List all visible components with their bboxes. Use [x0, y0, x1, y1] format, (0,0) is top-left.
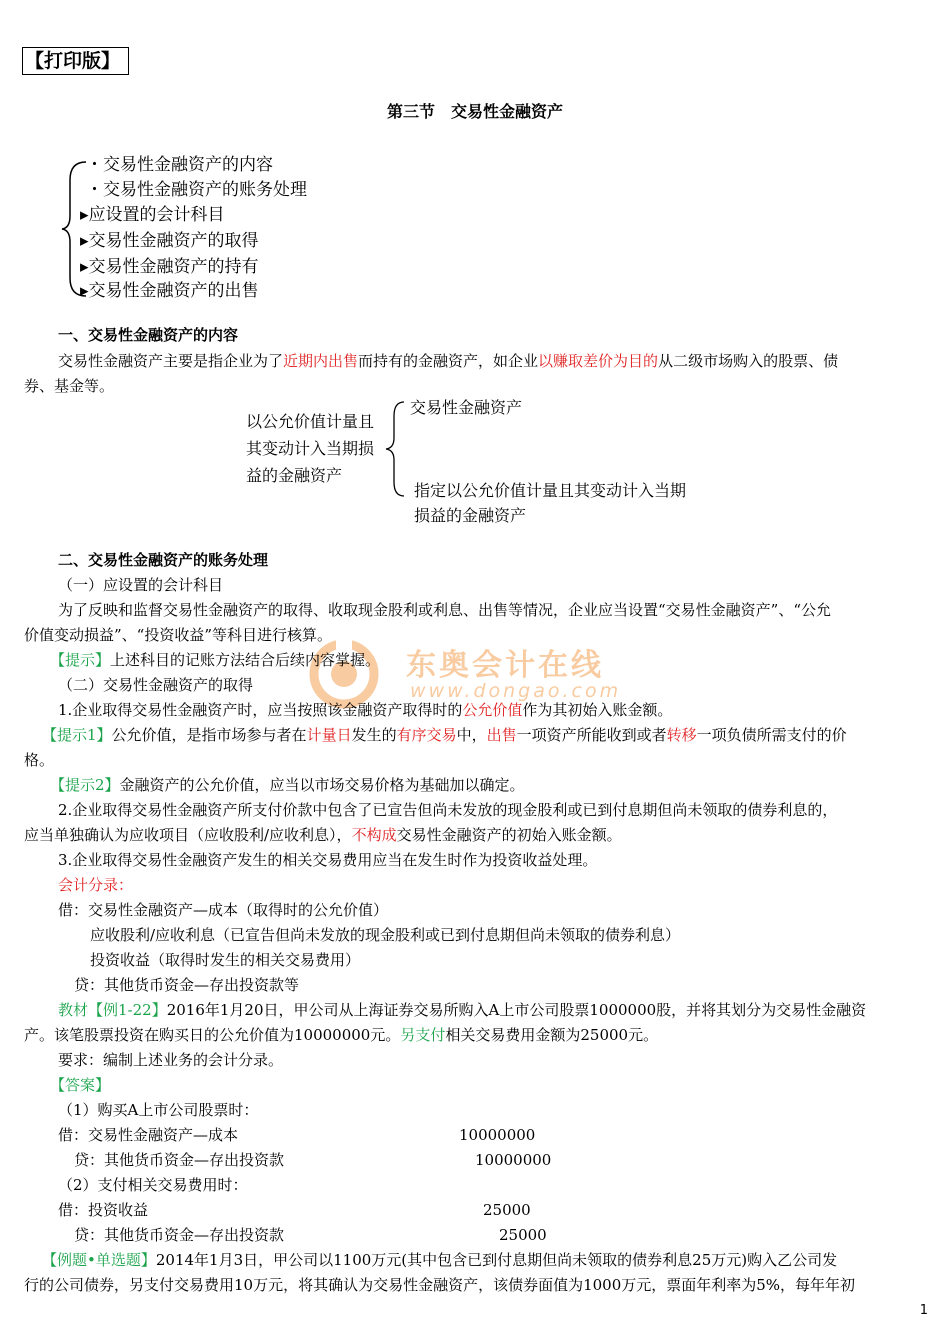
- highlight-additional-payment: 另支付: [400, 1026, 446, 1044]
- accounts-paragraph-1: 为了反映和监督交易性金融资产的取得、收取现金股利或利息、出售等情况，企业应当设置“交易性金融资产”、“公允: [58, 601, 832, 619]
- diagram-brace: [384, 398, 406, 500]
- outline-item-acquisition: ▸交易性金融资产的取得: [80, 231, 259, 251]
- journal-entry-debit-2: 应收股利/应收利息（已宣告但尚未发放的现金股利或已到付息期但尚未领取的债券利息）: [90, 926, 681, 944]
- highlight-measurement-date: 计量日: [306, 726, 352, 744]
- tip-accounts: [50, 648, 380, 673]
- watermark-url: www.dongao.com: [410, 680, 622, 702]
- answer-step-2-debit: 借：投资收益: [58, 1201, 149, 1219]
- outline-item-accounting: ・交易性金融资产的账务处理: [86, 180, 307, 200]
- text-run: 中，: [456, 726, 487, 744]
- journal-entry-debit-1: 借：交易性金融资产—成本（取得时的公允价值）: [58, 901, 389, 919]
- tip-1-cont: 格。: [24, 751, 55, 769]
- diagram-category-designated-line-1: 指定以公允价值计量且其变动计入当期: [414, 481, 687, 500]
- answer-step-1: （1）购买A上市公司股票时：: [58, 1101, 259, 1119]
- print-version-badge: 【打印版】: [22, 47, 129, 75]
- question-label: 【例题•单选题】: [42, 1251, 156, 1269]
- subsection-accounts: （一）应设置的会计科目: [58, 576, 224, 594]
- highlight-near-term-sale: 近期内出售: [283, 352, 359, 370]
- journal-entry-credit: 贷：其他货币资金—存出投资款等: [74, 976, 300, 994]
- example-requirement: 要求：编制上述业务的会计分录。: [58, 1051, 284, 1069]
- accounts-paragraph-2: 价值变动损益”、“投资收益”等科目进行核算。: [24, 626, 333, 644]
- example-number-label: 【例1-22】: [88, 1001, 167, 1019]
- answer-step-2-credit-amount: 25000: [499, 1226, 547, 1244]
- outline-item-content: ・交易性金融资产的内容: [86, 155, 273, 175]
- highlight-not-included: 不构成: [351, 826, 397, 844]
- section2-heading: 二、交易性金融资产的账务处理: [58, 551, 269, 569]
- text-run: 一项资产所能收到或者: [516, 726, 667, 744]
- highlight-orderly-transaction: 有序交易: [396, 726, 457, 744]
- diagram-category-designated-line-2: 损益的金融资产: [414, 506, 527, 525]
- text-run: 应当单独确认为应收项目（应收股利/应收利息），: [24, 826, 352, 844]
- page-number: 1: [919, 1303, 928, 1318]
- answer-step-1-debit: 借：交易性金融资产—成本: [58, 1126, 239, 1144]
- answer-step-1-debit-amount: 10000000: [459, 1126, 536, 1144]
- acquisition-item-1: [58, 698, 672, 723]
- text-run: 交易性金融资产的初始入账金额。: [396, 826, 622, 844]
- journal-entry-debit-3: 投资收益（取得时发生的相关交易费用）: [90, 951, 361, 969]
- journal-entry-label: 会计分录：: [58, 876, 134, 894]
- tip-text: 金融资产的公允价值，应当以市场交易价格为基础加以确定。: [119, 776, 525, 794]
- diagram-left-line-3: 益的金融资产: [246, 466, 343, 485]
- tip-label: 【提示2】: [50, 776, 120, 794]
- example-source-label: 教材: [58, 1001, 89, 1019]
- text-run: 产。该笔股票投资在购买日的公允价值为10000000元。: [24, 1026, 401, 1044]
- highlight-profit-purpose: 以赚取差价为目的: [538, 352, 659, 370]
- highlight-sell: 出售: [486, 726, 517, 744]
- answer-label: 【答案】: [50, 1076, 111, 1094]
- single-choice-question-cont: 行的公司债券，另支付交易费用10万元，将其确认为交易性金融资产，该债券面值为1000万元，票面年利率为5%，每年年初: [24, 1276, 856, 1294]
- text-run: 作为其初始入账金额。: [522, 701, 673, 719]
- section1-paragraph-cont: 券、基金等。: [24, 377, 115, 395]
- acquisition-item-2: 2.企业取得交易性金融资产所支付价款中包含了已宣告但尚未发放的现金股利或已到付息期但尚未领取的债券利息的，: [58, 801, 838, 819]
- page-title: 第三节 交易性金融资产: [386, 102, 563, 121]
- outline-item-sale: ▸交易性金融资产的出售: [80, 281, 259, 301]
- answer-step-1-credit: 贷：其他货币资金—存出投资款: [74, 1151, 285, 1169]
- text-run: 1.企业取得交易性金融资产时，应当按照该金融资产取得时的: [58, 701, 463, 719]
- highlight-transfer: 转移: [666, 726, 697, 744]
- tip-2: [50, 773, 525, 798]
- single-choice-question: [42, 1248, 837, 1273]
- tip-1: [42, 723, 847, 748]
- text-run: 交易性金融资产主要是指企业为了: [58, 352, 284, 370]
- diagram-left-line-1: 以公允价值计量且: [246, 412, 375, 431]
- text-run: 2014年1月3日，甲公司以1100万元(其中包含已到付息期但尚未领取的债券利息25万元)购入乙公司发: [155, 1251, 838, 1269]
- acquisition-item-3: 3.企业取得交易性金融资产发生的相关交易费用应当在发生时作为投资收益处理。: [58, 851, 598, 869]
- diagram-left-line-2: 其变动计入当期损: [246, 439, 375, 458]
- tip-label: 【提示1】: [42, 726, 112, 744]
- answer-step-1-credit-amount: 10000000: [475, 1151, 552, 1169]
- text-run: 而持有的金融资产，如企业: [358, 352, 539, 370]
- example-1-22: [58, 998, 866, 1023]
- example-1-22-cont: [24, 1023, 658, 1048]
- text-run: 一项负债所需支付的价: [696, 726, 847, 744]
- text-run: 从二级市场购入的股票、债: [658, 352, 839, 370]
- highlight-fair-value: 公允价值: [462, 701, 523, 719]
- acquisition-item-2-cont: [24, 823, 622, 848]
- subsection-acquisition: （二）交易性金融资产的取得: [58, 676, 254, 694]
- tip-label: 【提示】: [50, 651, 111, 669]
- text-run: 相关交易费用金额为25000元。: [445, 1026, 659, 1044]
- outline-item-accounts: ▸应设置的会计科目: [80, 205, 225, 225]
- section1-heading: 一、交易性金融资产的内容: [58, 326, 239, 344]
- tip-text: 上述科目的记账方法结合后续内容掌握。: [110, 651, 381, 669]
- outline-item-holding: ▸交易性金融资产的持有: [80, 257, 259, 277]
- diagram-category-trading: 交易性金融资产: [410, 398, 523, 417]
- answer-step-2-credit: 贷：其他货币资金—存出投资款: [74, 1226, 285, 1244]
- text-run: 2016年1月20日，甲公司从上海证券交易所购入A上市公司股票1000000股，并将其划分为交易性金融资: [166, 1001, 867, 1019]
- text-run: 公允价值，是指市场参与者在: [111, 726, 307, 744]
- answer-step-2: （2）支付相关交易费用时：: [58, 1176, 248, 1194]
- watermark-text: 东奥会计在线: [406, 648, 604, 683]
- text-run: 发生的: [351, 726, 397, 744]
- answer-step-2-debit-amount: 25000: [483, 1201, 531, 1219]
- section1-paragraph: [58, 349, 838, 374]
